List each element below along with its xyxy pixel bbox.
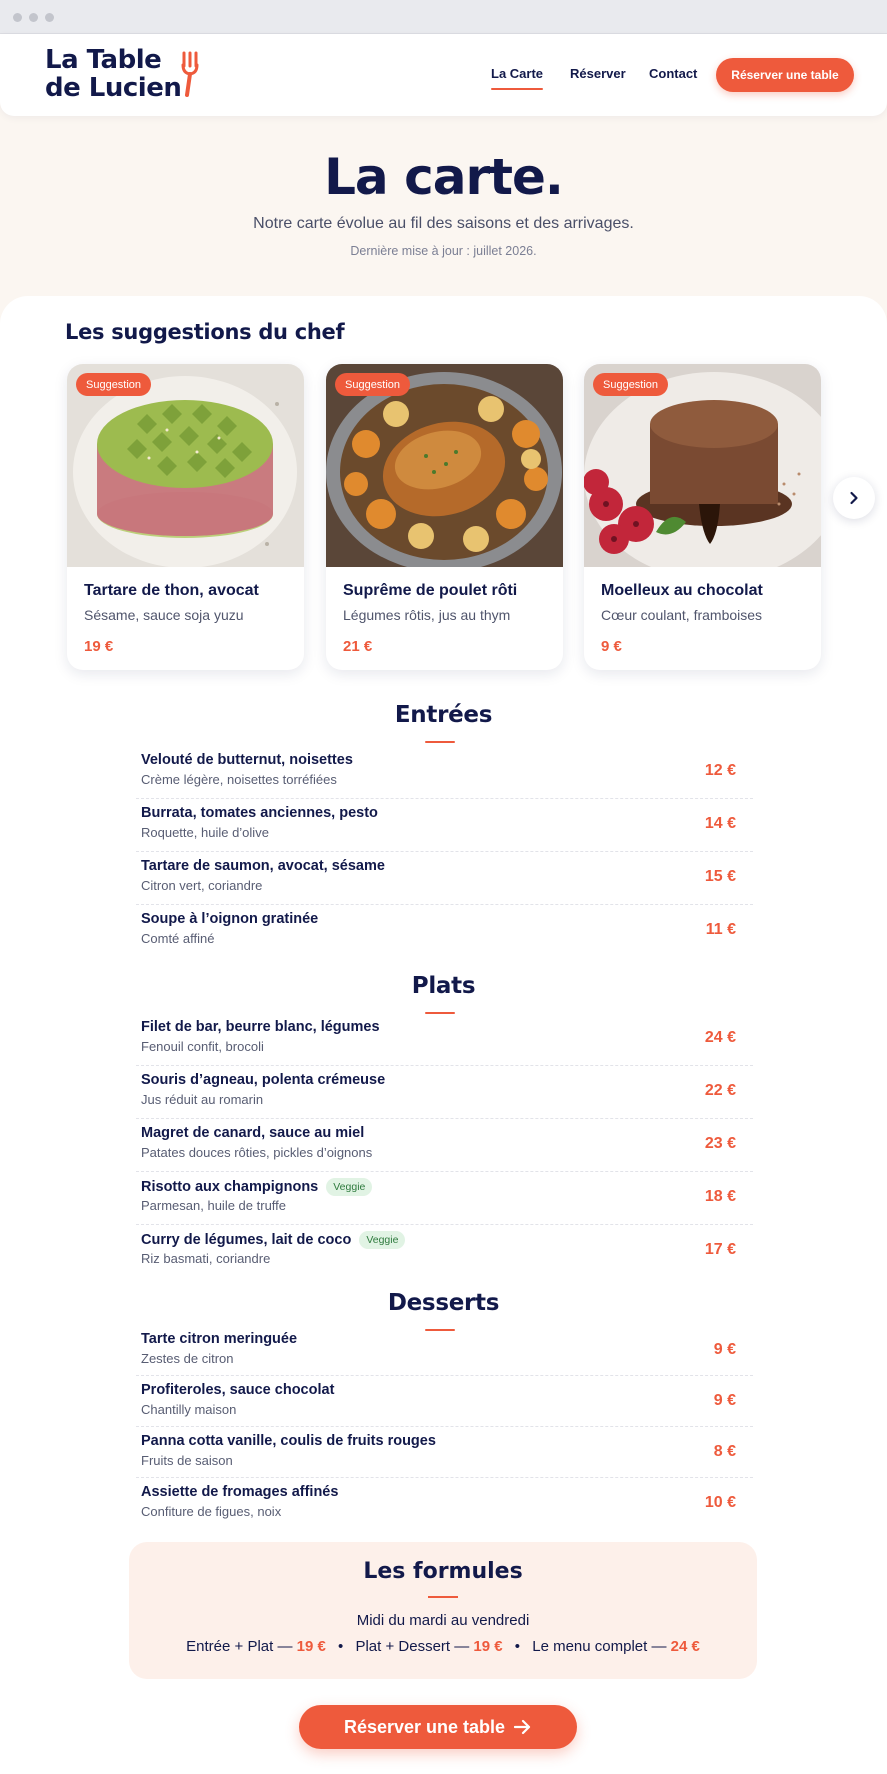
item-description: Fenouil confit, brocoli (141, 1039, 264, 1054)
menu-item (136, 1172, 753, 1225)
dish-description: Légumes rôtis, jus au thym (343, 607, 511, 623)
formules-subtitle: Midi du mardi au vendredi (356, 1612, 530, 1629)
item-name-text: Risotto aux champignons (141, 1179, 319, 1195)
veggie-badge: Veggie (326, 1178, 372, 1196)
menu-item (136, 1376, 753, 1427)
logo-line-1: La Table (45, 45, 162, 75)
item-description: Riz basmati, coriandre (141, 1251, 271, 1266)
dish-name: Moelleux au chocolat (601, 582, 763, 599)
page-title: La carte. (324, 148, 563, 206)
item-name: Filet de bar, beurre blanc, légumes (141, 1019, 380, 1035)
item-price: 22 € (704, 1082, 736, 1099)
offer-label: Entrée + Plat — (186, 1638, 293, 1655)
item-description: Zestes de citron (141, 1351, 234, 1366)
item-description: Comté affiné (141, 931, 215, 946)
item-price: 10 € (704, 1494, 736, 1511)
dish-name: Suprême de poulet rôti (343, 582, 518, 599)
item-description: Fruits de saison (141, 1453, 233, 1468)
section-title-plats: Plats (411, 973, 476, 999)
menu-item (136, 799, 753, 852)
menu-item (136, 1066, 753, 1119)
item-name: Souris d’agneau, polenta crémeuse (141, 1072, 386, 1088)
logo-line-2: de Lucien (45, 73, 182, 103)
nav-link-contact[interactable]: Contact (649, 66, 698, 81)
dish-price: 21 € (343, 638, 373, 655)
suggestion-badge: Suggestion (593, 373, 668, 396)
offer-label: Plat + Dessert — (355, 1638, 470, 1655)
item-name: Velouté de butternut, noisettes (141, 752, 353, 768)
dish-price: 9 € (601, 638, 622, 655)
item-price: 9 € (713, 1392, 736, 1409)
arrow-right-icon (514, 1719, 532, 1735)
item-name: Magret de canard, sauce au miel (141, 1125, 365, 1141)
item-name: Assiette de fromages affinés (141, 1484, 339, 1500)
logo[interactable] (45, 46, 205, 106)
offer-price: 24 € (670, 1638, 700, 1655)
nav-link-la-carte[interactable]: La Carte (491, 66, 544, 81)
suggestion-badge: Suggestion (335, 373, 410, 396)
item-price: 11 € (705, 921, 736, 938)
carousel-next-button[interactable] (833, 477, 875, 519)
item-name: Panna cotta vanille, coulis de fruits rouges (141, 1433, 436, 1449)
item-name (141, 1231, 405, 1249)
item-description: Jus réduit au romarin (141, 1092, 264, 1107)
dish-description: Sésame, sauce soja yuzu (84, 607, 244, 623)
item-price: 14 € (704, 815, 736, 832)
menu-item (136, 1478, 753, 1529)
item-price: 12 € (704, 762, 736, 779)
suggestion-card[interactable] (67, 364, 304, 670)
section-divider (428, 1596, 458, 1598)
page-subtitle: Notre carte évolue au fil des saisons et des arrivages. (253, 215, 634, 232)
last-updated: Dernière mise à jour : juillet 2026. (350, 244, 537, 258)
item-name: Tartare de saumon, avocat, sésame (141, 858, 385, 874)
menu-item (136, 746, 753, 799)
item-name: Profiteroles, sauce chocolat (141, 1382, 335, 1398)
formules-title: Les formules (363, 1559, 523, 1584)
item-name (141, 1178, 372, 1196)
item-description: Parmesan, huile de truffe (141, 1198, 287, 1213)
item-price: 18 € (704, 1188, 736, 1205)
offer-separator: • (514, 1638, 521, 1655)
suggestions-title: Les suggestions du chef (65, 320, 345, 344)
fork-icon (179, 51, 201, 97)
offer-label: Le menu complet — (532, 1638, 667, 1655)
dish-price: 19 € (84, 638, 114, 655)
item-price: 8 € (713, 1443, 736, 1460)
formules-offers (129, 1638, 757, 1655)
dish-name: Tartare de thon, avocat (84, 582, 259, 599)
reserve-table-button[interactable] (299, 1705, 577, 1749)
item-price: 17 € (704, 1241, 736, 1258)
reserve-table-label: Réserver une table (343, 1716, 506, 1737)
item-description: Chantilly maison (141, 1402, 237, 1417)
item-description: Crème légère, noisettes torréfiées (141, 772, 337, 787)
window-dot-icon (29, 13, 38, 22)
menu-item (136, 1119, 753, 1172)
item-description: Citron vert, coriandre (141, 878, 263, 893)
window-dot-icon (13, 13, 22, 22)
offer-price: 19 € (296, 1638, 326, 1655)
item-name-text: Curry de légumes, lait de coco (141, 1232, 352, 1248)
chevron-right-icon (847, 491, 861, 505)
formules-panel (129, 1542, 757, 1679)
veggie-badge: Veggie (359, 1231, 405, 1249)
item-price: 15 € (704, 868, 736, 885)
section-title-desserts: Desserts (387, 1290, 500, 1316)
item-price: 24 € (704, 1029, 736, 1046)
item-description: Roquette, huile d’olive (141, 825, 269, 840)
menu-item (136, 1225, 753, 1278)
offer-separator: • (338, 1638, 344, 1655)
item-name: Tarte citron meringuée (141, 1331, 298, 1347)
item-name: Burrata, tomates anciennes, pesto (141, 805, 378, 821)
suggestion-card[interactable] (326, 364, 563, 670)
dish-description: Cœur coulant, framboises (601, 607, 763, 623)
item-price: 9 € (713, 1341, 736, 1358)
section-divider (425, 741, 455, 743)
suggestion-card[interactable] (584, 364, 821, 670)
offer-price: 19 € (473, 1638, 503, 1655)
item-description: Patates douces rôties, pickles d’oignons (141, 1145, 373, 1160)
window-dot-icon (45, 13, 54, 22)
menu-item (136, 852, 753, 905)
item-description: Confiture de figues, noix (141, 1504, 282, 1519)
browser-chrome (0, 0, 887, 34)
item-name: Soupe à l’oignon gratinée (141, 911, 319, 927)
nav-link-reserver[interactable]: Réserver (570, 66, 626, 81)
menu-item (136, 1325, 753, 1376)
site-header (0, 34, 887, 116)
item-price: 23 € (704, 1135, 736, 1152)
section-title-entrees: Entrées (394, 702, 493, 728)
menu-item (136, 1013, 753, 1066)
reserve-table-nav-button[interactable]: Réserver une table (716, 58, 854, 92)
menu-item (136, 905, 753, 958)
menu-item (136, 1427, 753, 1478)
suggestion-badge: Suggestion (76, 373, 151, 396)
